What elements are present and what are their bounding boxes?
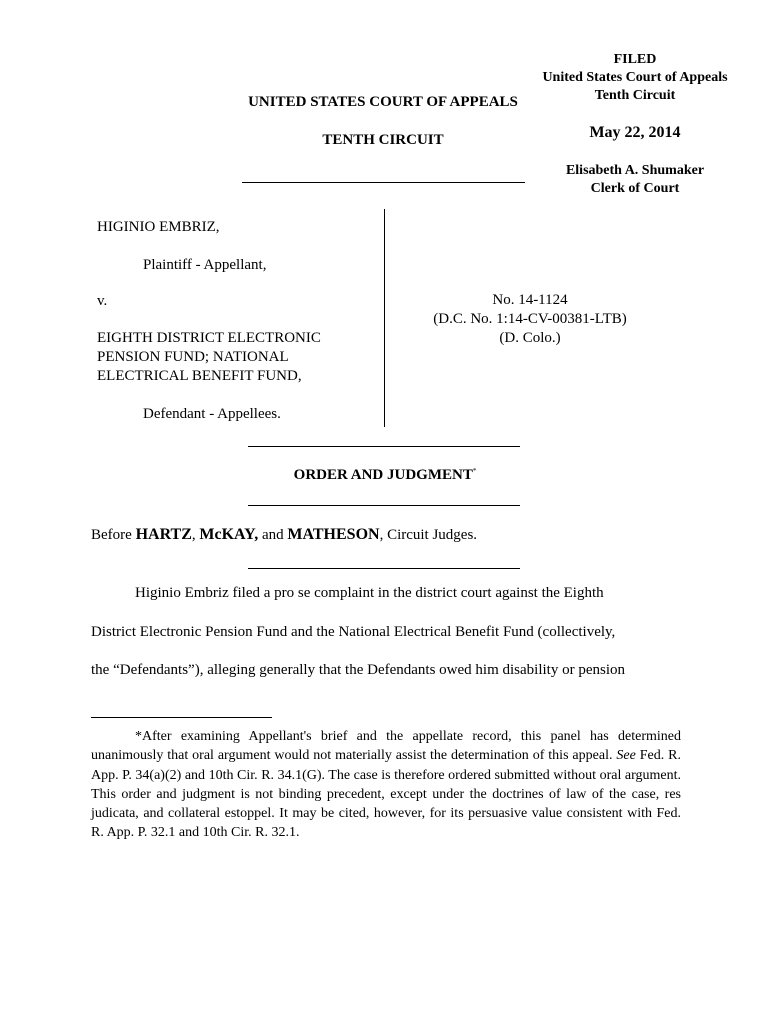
defendants-role: Defendant - Appellees. xyxy=(143,406,281,422)
order-title-bottom-rule xyxy=(248,505,520,506)
footnote-text xyxy=(91,727,681,843)
court-name: UNITED STATES COURT OF APPEALS xyxy=(248,94,518,110)
judge-mckay: McKAY, xyxy=(199,526,259,543)
panel-before: Before xyxy=(91,527,136,543)
filed-stamp-court: United States Court of Appeals xyxy=(542,70,728,85)
docket-number: No. 14-1124 xyxy=(492,292,568,308)
footnote-part-2: Fed. R. App. P. 34(a)(2) and 10th Cir. R. 34.1(G). The case is therefore ordered submitted without oral argument. This order and judgment is not binding precedent, except under the doctrines of law of the case, res judicata, and collateral estoppel. It may be cited, however, for its persuasive value consistent with Fed. R. App. P. 32.1 and 10th Cir. R. 32.1. xyxy=(91,748,681,841)
judge-hartz: HARTZ xyxy=(135,526,192,543)
district-court-number: (D.C. No. 1:14-CV-00381-LTB) xyxy=(433,311,627,327)
footnote-part-1: *After examining Appellant's brief and the appellate record, this panel has determined unanimously that oral argument would not materially assist the determination of this appeal. xyxy=(91,729,681,764)
clerk-name: Elisabeth A. Shumaker xyxy=(565,163,705,178)
footnote-see: See xyxy=(616,748,636,764)
panel-sep-2: and xyxy=(258,527,288,543)
defendants-line-1: EIGHTH DISTRICT ELECTRONIC xyxy=(97,330,321,346)
body-line-2: District Electronic Pension Fund and the National Electrical Benefit Fund (collectively, xyxy=(91,624,616,640)
filed-date: May 22, 2014 xyxy=(589,124,681,141)
filed-stamp-label: FILED xyxy=(613,52,657,67)
filed-stamp-circuit: Tenth Circuit xyxy=(594,88,676,103)
defendants-line-2: PENSION FUND; NATIONAL xyxy=(97,349,289,365)
footnote xyxy=(91,727,681,843)
judge-matheson: MATHESON xyxy=(287,526,380,543)
order-title-top-rule xyxy=(248,446,520,447)
circuit-name: TENTH CIRCUIT xyxy=(322,132,444,148)
panel-line xyxy=(91,526,477,544)
plaintiff-role: Plaintiff - Appellant, xyxy=(143,257,267,273)
panel-suffix: , Circuit Judges. xyxy=(379,527,478,543)
body-line-1: Higinio Embriz filed a pro se complaint in the district court against the Eighth xyxy=(135,585,604,601)
order-title xyxy=(230,467,540,484)
order-title-text: ORDER AND JUDGMENT xyxy=(293,467,473,483)
panel-sep-1: , xyxy=(191,527,200,543)
footnote-rule xyxy=(91,717,272,718)
body-line-3: the “Defendants”), alleging generally that the Defendants owed him disability or pension xyxy=(91,662,626,678)
clerk-title: Clerk of Court xyxy=(590,181,680,196)
district-name: (D. Colo.) xyxy=(499,330,561,346)
caption-divider xyxy=(384,209,385,427)
panel-divider xyxy=(248,568,520,569)
defendants-line-3: ELECTRICAL BENEFIT FUND, xyxy=(97,368,302,384)
versus: v. xyxy=(97,293,108,309)
header-divider xyxy=(242,182,525,183)
plaintiff-name: HIGINIO EMBRIZ, xyxy=(97,219,220,235)
docket-block xyxy=(410,291,650,348)
footnote-marker: * xyxy=(472,467,477,475)
